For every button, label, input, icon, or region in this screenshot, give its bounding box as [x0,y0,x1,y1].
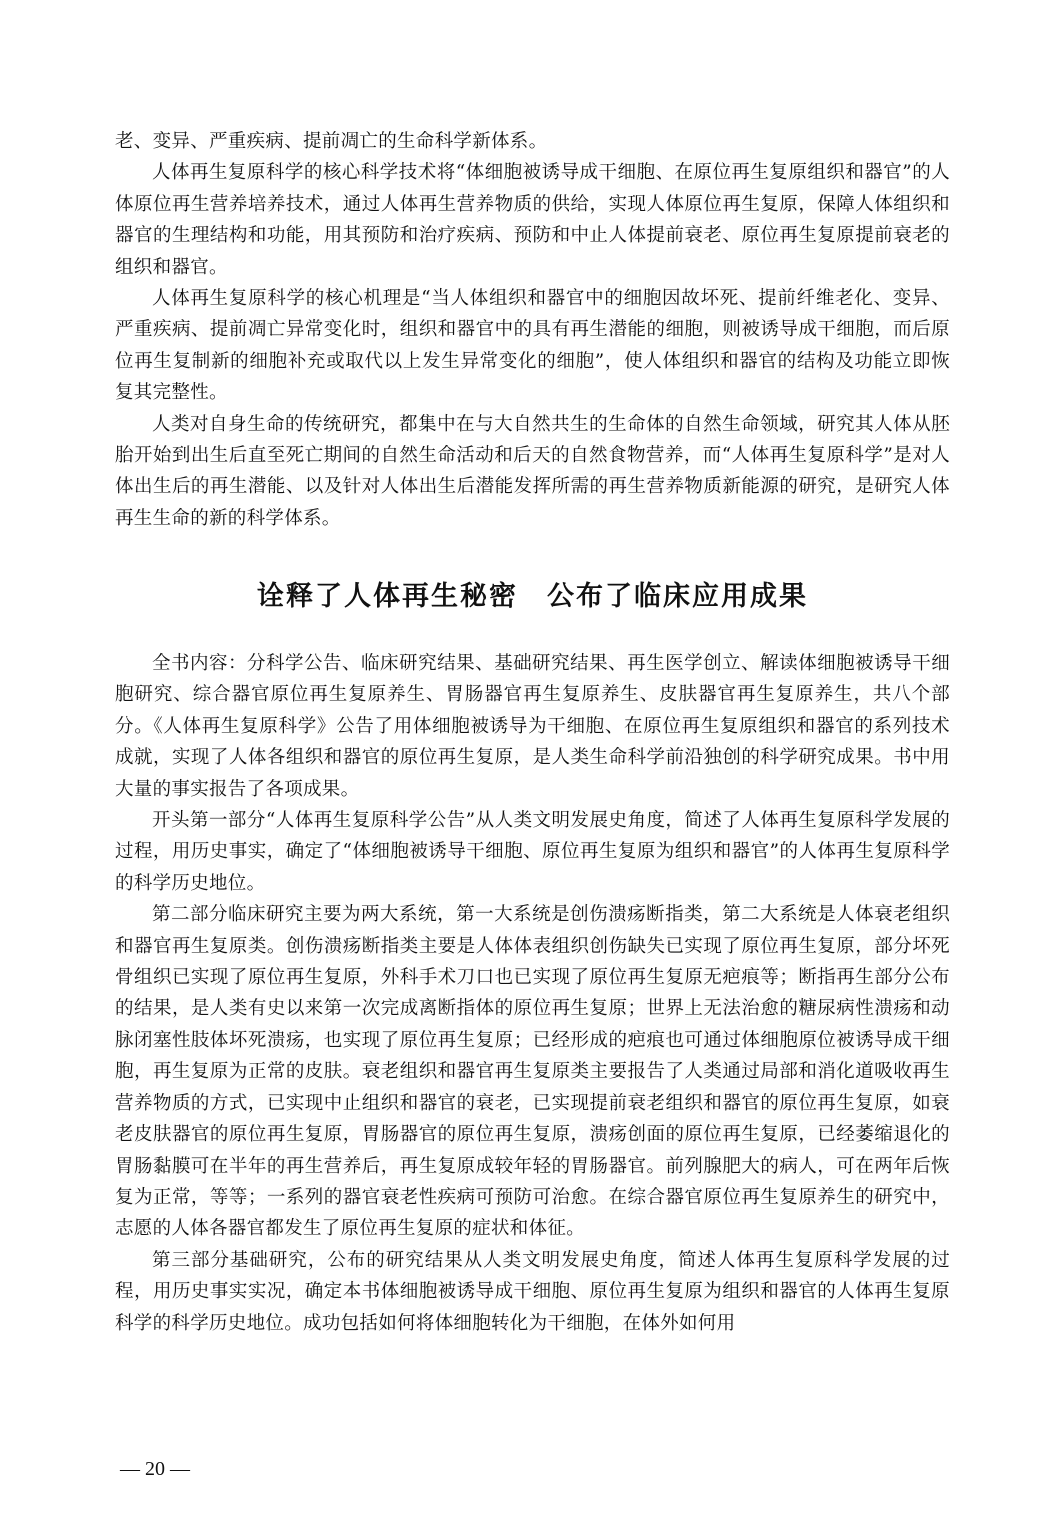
paragraph: 第二部分临床研究主要为两大系统，第一大系统是创伤溃疡断指类，第二大系统是人体衰老组织和器官再生复原类。创伤溃疡断指类主要是人体体表组织创伤缺失已实现了原位再生复原，部分坏死骨组织已实现了原位再生复原，外科手术刀口也已实现了原位再生复原无疤痕等；断指再生部分公布的结果，是人类有史以来第一次完成离断指体的原位再生复原；世界上无法治愈的糖尿病性溃疡和动脉闭塞性肢体坏死溃疡，也实现了原位再生复原；已经形成的疤痕也可通过体细胞原位被诱导成干细胞，再生复原为正常的皮肤。衰老组织和器官再生复原类主要报告了人类通过局部和消化道吸收再生营养物质的方式，已实现中止组织和器官的衰老，已实现提前衰老组织和器官的原位再生复原，如衰老皮肤器官的原位再生复原，胃肠器官的原位再生复原，溃疡创面的原位再生复原，已经萎缩退化的胃肠黏膜可在半年的再生营养后，再生复原成较年轻的胃肠器官。前列腺肥大的病人，可在两年后恢复为正常，等等；一系列的器官衰老性疾病可预防可治愈。在综合器官原位再生复原养生的研究中，志愿的人体各器官都发生了原位再生复原的症状和体征。 [115,904,950,1240]
section-top-text [115,126,950,534]
paragraph: 人体再生复原科学的核心科学技术将“体细胞被诱导成干细胞、在原位再生复原组织和器官”的人体原位再生营养培养技术，通过人体再生营养物质的供给，实现人体原位再生复原，保障人体组织和器官的生理结构和功能，用其预防和治疗疾病、预防和中止人体提前衰老、原位再生复原提前衰老的组织和器官。 [115,162,950,278]
paragraph: 第三部分基础研究，公布的研究结果从人类文明发展史角度，简述人体再生复原科学发展的过程，用历史事实实况，确定本书体细胞被诱导成干细胞、原位再生复原为组织和器官的人体再生复原科学的科学历史地位。成功包括如何将体细胞转化为干细胞，在体外如何用 [115,1249,950,1334]
paragraph: 全书内容：分科学公告、临床研究结果、基础研究结果、再生医学创立、解读体细胞被诱导干细胞研究、综合器官原位再生复原养生、胃肠器官再生复原养生、皮肤器官再生复原养生，共八个部分。《人体再生复原科学》公告了用体细胞被诱导为干细胞、在原位再生复原组织和器官的系列技术成就，实现了人体各组织和器官的原位再生复原，是人类生命科学前沿独创的科学研究成果。书中用大量的事实报告了各项成果。 [115,653,950,800]
paragraph: 人体再生复原科学的核心机理是“当人体组织和器官中的细胞因故坏死、提前纤维老化、变异、严重疾病、提前凋亡异常变化时，组织和器官中的具有再生潜能的细胞，则被诱导成干细胞，而后原位再生复制新的细胞补充或取代以上发生异常变化的细胞”，使人体组织和器官的结构及功能立即恢复其完整性。 [115,288,950,404]
page-number: — 20 — [120,1458,190,1480]
paragraph: 人类对自身生命的传统研究，都集中在与大自然共生的生命体的自然生命领域，研究其人体从胚胎开始到出生后直至死亡期间的自然生命活动和后天的自然食物营养，而“人体再生复原科学”是对人体出生后的再生潜能、以及针对人体出生后潜能发挥所需的再生营养物质新能源的研究，是研究人体再生生命的新的科学体系。 [115,413,950,529]
paragraph-continuation: 老、变异、严重疾病、提前凋亡的生命科学新体系。 [115,131,548,152]
section-body-text [115,648,950,1339]
paragraph: 开头第一部分“人体再生复原科学公告”从人类文明发展史角度，简述了人体再生复原科学发展的过程，用历史事实，确定了“体细胞被诱导干细胞、原位再生复原为组织和器官”的人体再生复原科学的科学历史地位。 [115,810,950,894]
section-heading: 诠释了人体再生秘密 公布了临床应用成果 [257,581,808,612]
